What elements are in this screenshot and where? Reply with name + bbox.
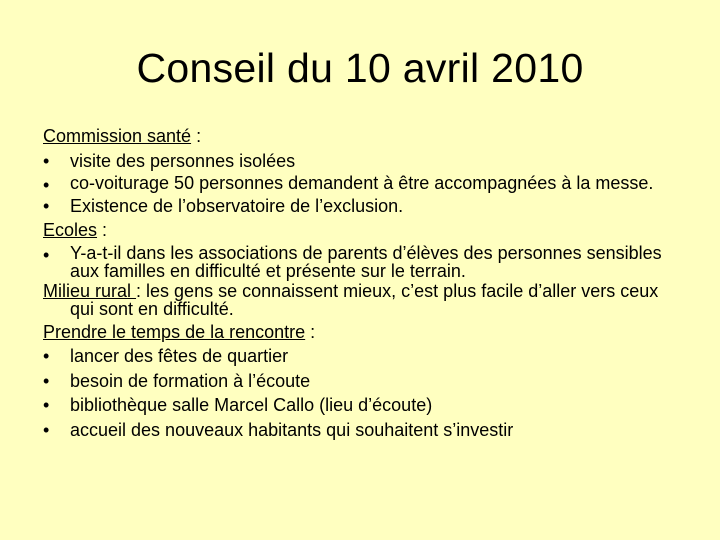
section-heading-suffix: : (97, 220, 108, 240)
section-heading-suffix: : (191, 126, 202, 146)
section-heading-label: Milieu rural (43, 281, 137, 301)
bullet-icon: • (43, 244, 50, 265)
list-item-text: bibliothèque salle Marcel Callo (lieu d’écoute) (70, 395, 433, 415)
list-item-text: Y-a-t-il dans les associations de parents d’élèves des personnes sensibles aux familles en difficulté et présente sur le terrain. (70, 242, 662, 281)
list-item (43, 150, 683, 172)
list-item-text: accueil des nouveaux habitants qui souhaitent s’investir (70, 419, 514, 440)
list-item-text: co-voiturage 50 personnes demandent à être accompagnées à la messe. (70, 173, 654, 193)
list-item (43, 195, 683, 217)
bullet-icon: • (43, 395, 50, 415)
section-heading-ecoles (43, 219, 683, 241)
section-heading-label: Ecoles (43, 220, 98, 240)
list-item (43, 173, 683, 195)
section-text: : les gens se connaissent mieux, c’est plus facile d’aller vers ceux qui sont en difficulté. (70, 281, 659, 319)
list-item (43, 244, 683, 280)
list-item-text: besoin de formation à l’écoute (70, 370, 311, 391)
bullet-icon: • (43, 370, 50, 391)
list-item-text: Existence de l’observatoire de l’exclusion. (70, 195, 404, 216)
bullet-icon: • (43, 195, 50, 216)
bullet-icon: • (43, 419, 50, 440)
section-heading-suffix: : (305, 321, 316, 342)
list-item (43, 370, 683, 392)
bullet-icon: • (43, 346, 50, 366)
section-heading-label: Prendre le temps de la rencontre (43, 321, 306, 342)
list-item (43, 345, 683, 367)
section-heading-rencontre (43, 321, 683, 343)
section-heading-sante (43, 125, 683, 147)
bullet-icon: • (43, 175, 50, 195)
section-heading-label: Commission santé (43, 126, 192, 146)
list-item (43, 394, 683, 416)
slide-title: Conseil du 10 avril 2010 (136, 45, 584, 91)
slide-body (43, 125, 683, 443)
list-item-text: visite des personnes isolées (70, 150, 296, 171)
list-item-text: lancer des fêtes de quartier (70, 346, 289, 366)
section-milieu-rural (43, 282, 683, 318)
list-item (43, 419, 683, 441)
bullet-icon: • (43, 150, 50, 171)
